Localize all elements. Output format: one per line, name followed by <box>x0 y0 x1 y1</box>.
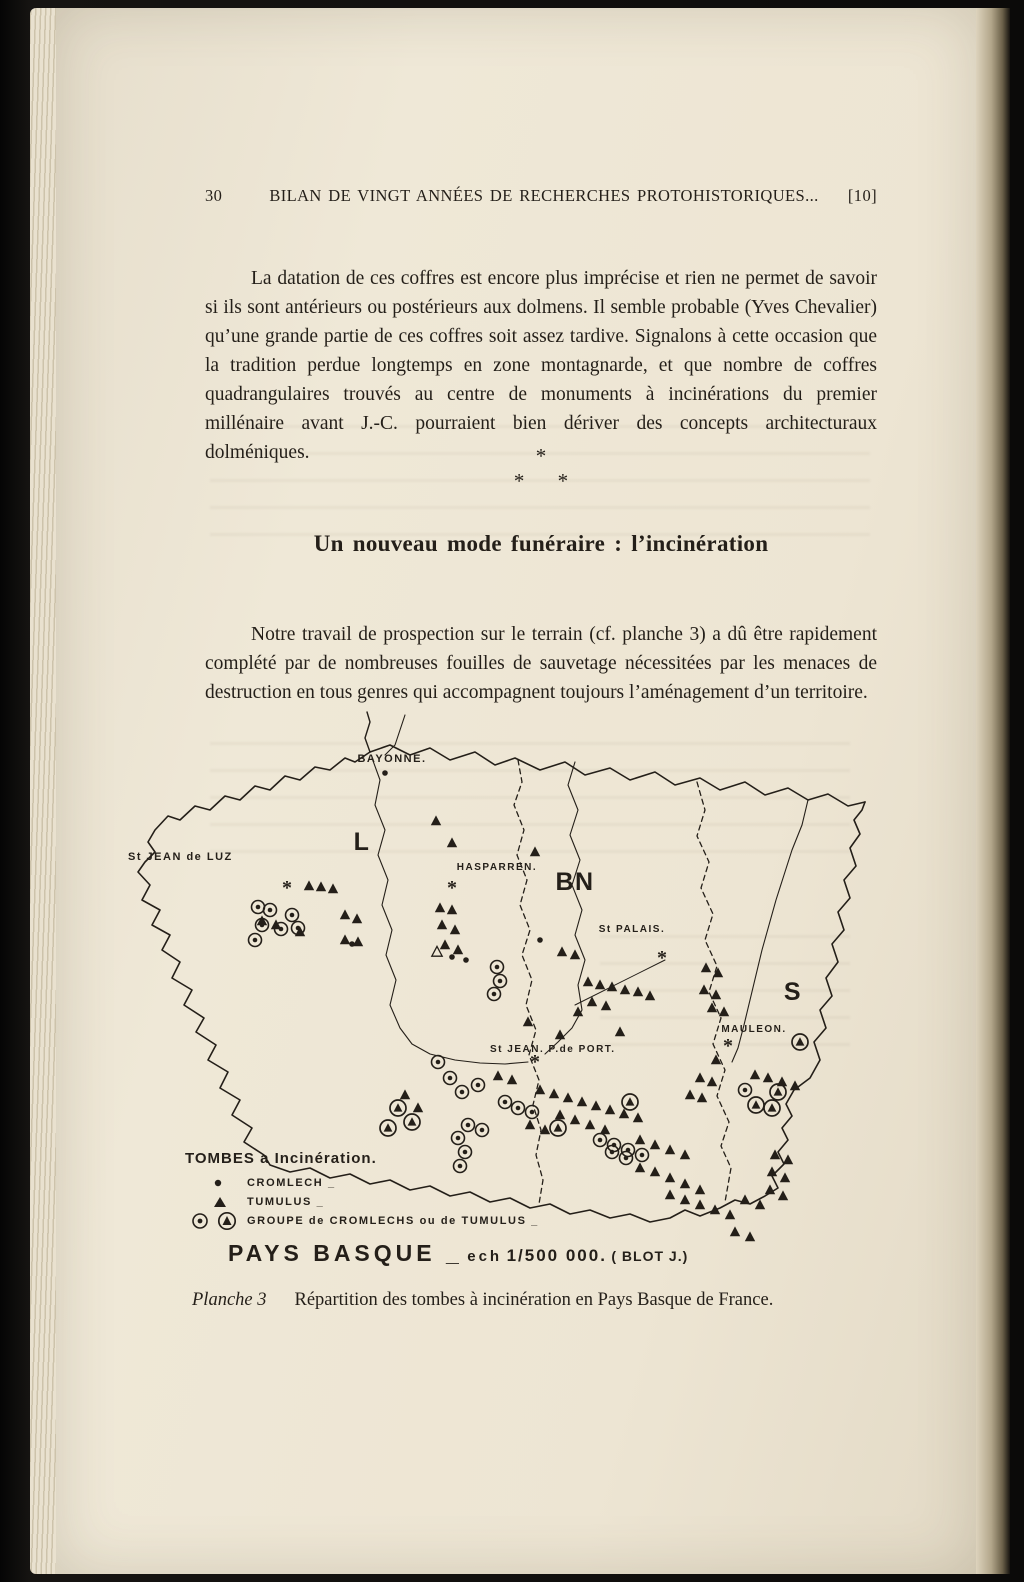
legend-title: TOMBES a Incinération. <box>185 1150 377 1167</box>
book-gutter-edge <box>976 8 1010 1574</box>
groupe-tumulus-triangle <box>394 1103 403 1111</box>
groupe-cromlech-dot <box>466 1123 471 1128</box>
tumulus-marker <box>530 846 540 856</box>
tumulus-marker <box>585 1119 595 1129</box>
groupe-cromlech-dot <box>460 1090 465 1095</box>
tumulus-marker <box>707 1002 717 1012</box>
scale-ratio: 1/500 000. <box>506 1246 607 1265</box>
cromlech-marker <box>537 937 543 943</box>
groupe-tumulus-triangle <box>408 1117 417 1125</box>
cromlech-dot-icon <box>213 1178 223 1188</box>
paragraph-coffres: La datation de ces coffres est encore plus imprécise et rien ne permet de savoir si ils sont antérieurs ou postérieurs aux dolmens. Il semble probable (Yves Chevalier) qu’une grande partie de ces coffres soit assez tardive. Signalons à cette occasion que la tradition perdue longtemps en zone montagnarde, et que nombre de coffres quadrangulaires trouvés au centre de monuments à incinérations du premier millénaire avant J.-C. pourraient bien dériver des concepts architecturaux dolméniques. <box>205 267 877 463</box>
tumulus-marker <box>633 1112 643 1122</box>
tumulus-triangle-icon <box>213 1196 227 1208</box>
tumulus-marker <box>583 976 593 986</box>
tumulus-marker <box>437 919 447 929</box>
town-asterisk: * <box>530 1051 540 1073</box>
tumulus-marker <box>450 924 460 934</box>
tumulus-marker <box>763 1072 773 1082</box>
tumulus-marker <box>695 1199 705 1209</box>
tumulus-marker <box>493 1070 503 1080</box>
tumulus-marker <box>316 881 326 891</box>
tumulus-marker <box>699 984 709 994</box>
tumulus-marker <box>697 1092 707 1102</box>
tumulus-marker <box>695 1072 705 1082</box>
tumulus-marker <box>447 837 457 847</box>
tumulus-marker <box>650 1139 660 1149</box>
tumulus-marker <box>400 1089 410 1099</box>
groupe-cromlech-dot <box>743 1088 748 1093</box>
tumulus-marker <box>665 1189 675 1199</box>
groupe-cromlech-dot <box>279 927 284 932</box>
tumulus-marker <box>695 1184 705 1194</box>
map-north-boundary <box>370 745 865 806</box>
tumulus-marker <box>570 949 580 959</box>
section-heading: Un nouveau mode funéraire : l’incinération <box>313 531 769 556</box>
groupe-cromlech-dot <box>436 1060 441 1065</box>
place-label: St JEAN de LUZ <box>128 851 233 863</box>
tumulus-marker <box>352 913 362 923</box>
tumulus-marker <box>591 1100 601 1110</box>
groupe-cromlech-dot <box>530 1110 535 1115</box>
running-title: BILAN DE VINGT ANNÉES DE RECHERCHES PROTOHISTORIQUES... <box>269 186 819 205</box>
tumulus-marker <box>745 1231 755 1241</box>
groupe-cromlech-dot <box>448 1076 453 1081</box>
tumulus-marker <box>685 1089 695 1099</box>
tumulus-marker <box>620 984 630 994</box>
groupe-tumulus-icon <box>217 1211 237 1231</box>
tumulus-marker <box>783 1154 793 1164</box>
groupe-cromlech-dot <box>480 1128 485 1133</box>
tumulus-marker <box>778 1190 788 1200</box>
tumulus-marker <box>600 1124 610 1134</box>
tumulus-marker <box>340 909 350 919</box>
groupe-tumulus-triangle <box>554 1123 563 1131</box>
map-border-labourd-bn <box>514 760 543 1204</box>
tumulus-marker <box>555 1109 565 1119</box>
tumulus-marker <box>431 815 441 825</box>
tumulus-marker <box>525 1119 535 1129</box>
groupe-cromlech-dot <box>598 1138 603 1143</box>
region-letter: L <box>353 828 371 856</box>
map-credit: ( BLOT J.) <box>611 1248 689 1264</box>
place-label: St JEAN. P.de PORT. <box>490 1044 616 1055</box>
groupe-cromlech-dot <box>456 1136 461 1141</box>
place-label: BAYONNE. <box>357 753 427 765</box>
town-asterisk: * <box>447 877 457 899</box>
groupe-cromlech-dot <box>516 1106 521 1111</box>
region-letter: BN <box>555 868 595 896</box>
tumulus-marker <box>725 1209 735 1219</box>
tumulus-marker <box>570 1114 580 1124</box>
town-asterisk: * <box>282 877 292 899</box>
scale-ech: ech <box>467 1248 503 1265</box>
groupe-tumulus-triangle <box>752 1100 761 1108</box>
groupe-cromlech-dot <box>260 923 265 928</box>
page-number: 30 <box>205 186 223 205</box>
groupe-tumulus-triangle <box>626 1097 635 1105</box>
tumulus-marker <box>650 1166 660 1176</box>
groupe-cromlech-dot <box>290 913 295 918</box>
tumulus-marker <box>680 1149 690 1159</box>
tumulus-marker <box>328 883 338 893</box>
town-asterisk: * <box>657 947 667 969</box>
tumulus-marker <box>635 1134 645 1144</box>
reference-number: [10] <box>847 186 877 205</box>
tumulus-marker <box>780 1172 790 1182</box>
map-labels-layer <box>128 753 802 1055</box>
place-label: MAULEON. <box>721 1024 787 1035</box>
separator-line2: * * <box>513 469 583 493</box>
groupe-cromlech-dot <box>498 979 503 984</box>
legend-row-groupe <box>185 1211 539 1230</box>
groupe-cromlech-dot <box>253 938 258 943</box>
tumulus-marker <box>507 1074 517 1084</box>
tumulus-marker <box>645 990 655 1000</box>
tumulus-marker <box>730 1226 740 1236</box>
tumulus-marker <box>340 934 350 944</box>
cromlech-marker <box>449 954 455 960</box>
tumulus-marker <box>680 1194 690 1204</box>
groupe-cromlech-dot <box>624 1156 629 1161</box>
groupe-cromlech-dot <box>492 992 497 997</box>
legend-label: TUMULUS _ <box>247 1195 325 1208</box>
legend-row-cromlech <box>185 1173 539 1192</box>
groupe-cromlech-dot <box>503 1100 508 1105</box>
tumulus-marker <box>605 1104 615 1114</box>
map-legend <box>185 1150 539 1230</box>
tumulus-marker <box>713 967 723 977</box>
tumulus-marker <box>719 1006 729 1016</box>
map-title: PAYS BASQUE _ <box>228 1240 463 1266</box>
tumulus-marker <box>440 939 450 949</box>
cromlech-marker <box>382 770 388 776</box>
tumulus-marker <box>633 986 643 996</box>
tumulus-marker <box>304 880 314 890</box>
caption-plate-label: Planche 3 <box>192 1290 267 1310</box>
tumulus-marker <box>453 944 463 954</box>
tumulus-marker <box>549 1088 559 1098</box>
running-header <box>205 186 877 206</box>
figure-caption <box>192 1290 882 1311</box>
groupe-tumulus-triangle <box>768 1103 777 1111</box>
tumulus-marker <box>577 1096 587 1106</box>
tumulus-marker <box>707 1076 717 1086</box>
groupe-cromlech-dot <box>476 1083 481 1088</box>
map-coast-north-extension <box>365 712 370 752</box>
tumulus-marker <box>711 989 721 999</box>
tumulus-marker <box>665 1144 675 1154</box>
tumulus-marker <box>601 1000 611 1010</box>
groupe-cromlech-dot <box>296 926 301 931</box>
asterisk-separator <box>205 444 877 494</box>
groupe-cromlech-dot <box>495 965 500 970</box>
tumulus-marker <box>555 1029 565 1039</box>
separator-line1: * <box>535 444 547 468</box>
tumulus-marker <box>765 1184 775 1194</box>
groupe-tumulus-triangle <box>774 1087 783 1095</box>
paragraph-prospection: Notre travail de prospection sur le terrain (cf. planche 3) a dû être rapidement complété par de nombreuses fouilles de sauvetage nécessitées par les menaces de destruction en tous genres qui accompagnent toujours l’aménagement d’un territoire. <box>205 623 877 703</box>
tumulus-marker <box>711 1054 721 1064</box>
groupe-cromlech-dot <box>268 908 273 913</box>
groupe-tumulus-triangle <box>384 1123 393 1131</box>
tumulus-marker <box>557 946 567 956</box>
tumulus-marker <box>413 1102 423 1112</box>
groupe-tumulus-triangle <box>796 1037 805 1045</box>
caption-text: Répartition des tombes à incinération en Pays Basque de France. <box>294 1290 774 1310</box>
region-letter: S <box>783 978 803 1006</box>
groupe-cromlech-dot <box>256 905 261 910</box>
groupe-cromlech-dot <box>640 1153 645 1158</box>
tumulus-marker <box>750 1069 760 1079</box>
place-label: HASPARREN. <box>456 862 538 873</box>
tumulus-marker <box>535 1084 545 1094</box>
cromlech-marker <box>349 941 355 947</box>
tumulus-marker <box>680 1178 690 1188</box>
map-river-saison <box>732 800 808 1062</box>
tumulus-marker <box>447 904 457 914</box>
groupe-cromlech-dot <box>610 1150 615 1155</box>
legend-label: GROUPE de CROMLECHS ou de TUMULUS _ <box>247 1214 539 1227</box>
tumulus-marker <box>435 902 445 912</box>
groupe-cromlech-icon <box>191 1212 209 1230</box>
town-asterisk: * <box>723 1035 733 1057</box>
tumulus-marker <box>665 1172 675 1182</box>
tumulus-marker <box>615 1026 625 1036</box>
legend-label: CROMLECH _ <box>247 1176 336 1189</box>
tumulus-marker <box>740 1194 750 1204</box>
tumulus-marker <box>563 1092 573 1102</box>
tumulus-marker <box>701 962 711 972</box>
tumulus-marker <box>595 979 605 989</box>
map-scale-line <box>228 1240 688 1267</box>
tumulus-marker <box>607 981 617 991</box>
tumulus-marker <box>790 1080 800 1090</box>
place-label: St PALAIS. <box>598 924 666 935</box>
legend-row-tumulus <box>185 1192 539 1211</box>
map-river-top-exit <box>385 715 405 755</box>
cromlech-marker <box>463 957 469 963</box>
tumulus-marker <box>635 1162 645 1172</box>
